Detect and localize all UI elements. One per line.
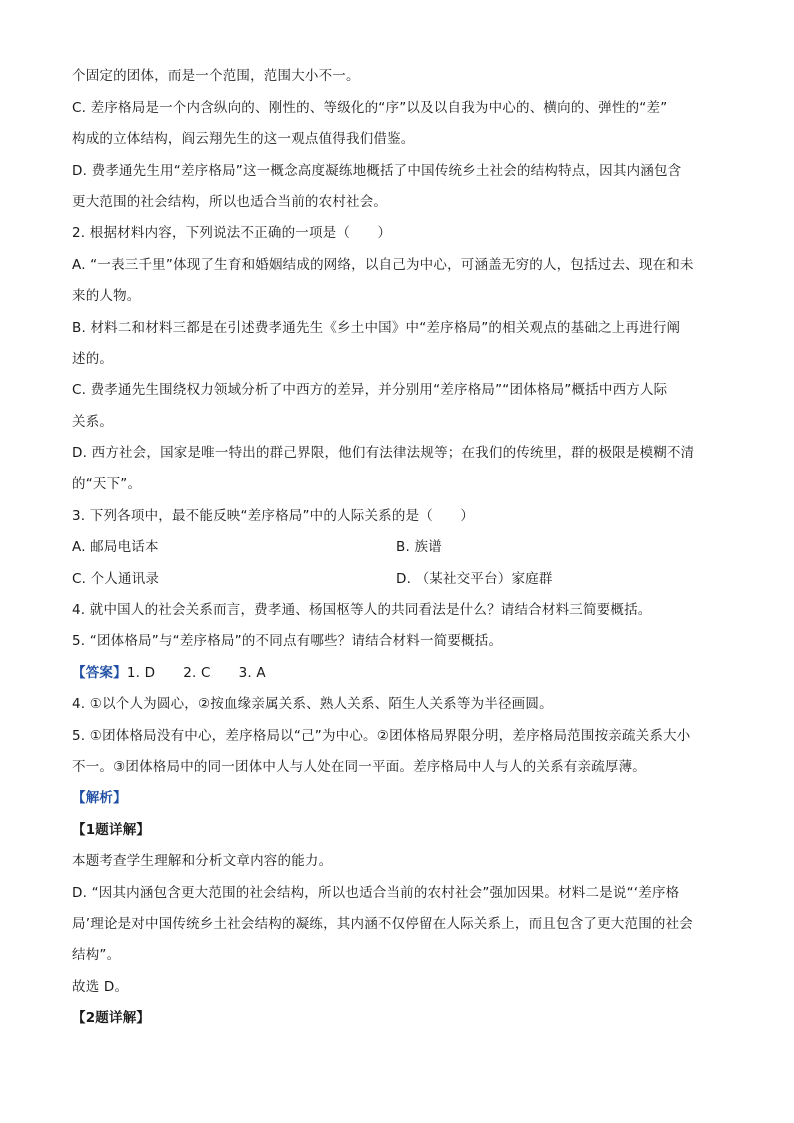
answer-2: 2. C [183,665,211,681]
detail-1-line: 局’理论是对中国传统乡土社会结构的凝练，其内涵不仅停留在人际关系上，而且包含了更大范围的社会 [72,916,693,932]
option-d-text: D. 西方社会，国家是唯一特出的群己界限，他们有法律法规等；在我们的传统里，群的极限是模糊不清 [72,445,695,461]
text-line: 述的。 [72,351,114,367]
option-d-text: D. 费孝通先生用“差序格局”这一概念高度凝练地概括了中国传统乡土社会的结构特点，因其内涵包含 [72,163,682,179]
q3-option-b: B. 族谱 [396,539,442,555]
text-line: 关系。 [72,414,114,430]
answer-3: 3. A [238,665,266,681]
question-4: 4. 就中国人的社会关系而言，费孝通、杨国枢等人的共同看法是什么？请结合材料三简要概括。 [72,602,652,618]
question-2: 2. 根据材料内容，下列说法不正确的一项是（ ） [72,225,392,241]
answer-5-line-1: 5. ①团体格局没有中心，差序格局以“己”为中心。②团体格局界限分明，差序格局范围按亲疏关系大小 [72,728,691,744]
detail-1-line: 故选 D。 [72,979,129,995]
question-3: 3. 下列各项中，最不能反映“差序格局”中的人际关系的是（ ） [72,508,475,524]
answer-4: 4. ①以个人为圆心，②按血缘亲属关系、熟人关系、陌生人关系等为半径画圆。 [72,696,553,712]
question-5: 5. “团体格局”与“差序格局”的不同点有哪些？请结合材料一简要概括。 [72,633,503,649]
detail-1-title: 【1题详解】 [72,822,151,838]
text-line: 的“天下”。 [72,476,142,492]
q3-option-c: C. 个人通讯录 [72,571,160,587]
detail-2-title: 【2题详解】 [72,1010,151,1026]
text-line: 构成的立体结构，阎云翔先生的这一观点值得我们借鉴。 [72,131,415,147]
option-b-text: B. 材料二和材料三都是在引述费孝通先生《乡土中国》中“差序格局”的相关观点的基础之上再进行阐 [72,320,681,336]
text-line: 更大范围的社会结构，所以也适合当前的农村社会。 [72,194,388,210]
q3-option-a: A. 邮局电话本 [72,539,159,555]
analysis-tag: 【解析】 [72,790,127,806]
answer-5-line-2: 不一。③团体格局中的同一团体中人与人处在同一平面。差序格局中人与人的关系有亲疏厚薄。 [72,759,647,775]
answer-1: 1. D [126,665,156,681]
answer-tag: 【答案】 [72,665,127,681]
answer-row [72,663,266,683]
text-line: 个固定的团体，而是一个范围，范围大小不一。 [72,68,360,84]
text-line: 来的人物。 [72,288,141,304]
q3-option-d: D. （某社交平台）家庭群 [396,571,553,587]
option-a-text: A. “一表三千里”体现了生育和婚姻结成的网络，以自己为中心，可涵盖无穷的人，包括过去、现在和未 [72,257,694,273]
detail-1-line: D. “因其内涵包含更大范围的社会结构，所以也适合当前的农村社会”强加因果。材料二是说“‘差序格 [72,885,680,901]
option-c-text: C. 差序格局是一个内含纵向的、刚性的、等级化的“序”以及以自我为中心的、横向的、弹性的“差” [72,100,668,116]
detail-1-line: 本题考查学生理解和分析文章内容的能力。 [72,853,333,869]
option-c-text: C. 费孝通先生围绕权力领域分析了中西方的差异，并分别用“差序格局”“团体格局”概括中西方人际 [72,382,668,398]
detail-1-line: 结构”。 [72,947,121,963]
